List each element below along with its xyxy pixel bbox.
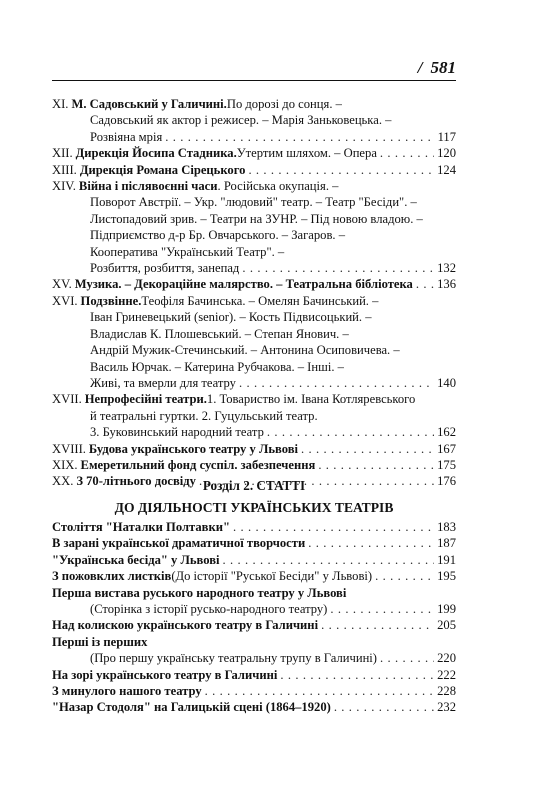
toc-entry [52,129,456,145]
toc-entry-subtitle: Утертим шляхом. – Опера [236,146,377,161]
table-of-contents-part-1 [52,96,456,490]
toc-entry-title: Війна і післявоєнні часи [78,179,218,194]
toc-entry [52,585,456,601]
toc-entry [52,552,456,568]
toc-page-number: 136 [437,277,456,292]
subsection-title: ДО ДІЯЛЬНОСТІ УКРАЇНСЬКИХ ТЕАТРІВ [114,500,394,515]
toc-entry-continuation: Владислав К. Плошевський. – Степан Янович. – [90,326,349,341]
toc-entry [52,441,456,457]
dot-leader [233,519,434,535]
toc-entry [52,211,456,227]
toc-entry-number: XIV. [52,179,76,194]
dot-leader [301,441,434,457]
toc-entry-title: "Назар Стодоля" на Галицькій сцені (1864–1920) [52,700,331,715]
toc-page-number: 140 [437,375,456,390]
toc-entry [52,568,456,584]
toc-entry [52,260,456,276]
toc-page-number: 195 [437,569,456,584]
toc-entry-continuation: (Про першу українську театральну трупу в Галичині) [90,651,377,666]
dot-leader [205,683,434,699]
toc-entry-title: "Українська бесіда" у Львові [52,552,220,567]
dot-leader [330,601,434,617]
toc-entry-title: Непрофесійні театри. [84,392,207,407]
toc-entry [52,617,456,633]
toc-page-number: 120 [437,146,456,161]
toc-entry-title: Музика. – Декораційне малярство. – Театральна бібліотека [74,277,413,292]
toc-page-number: 132 [437,261,456,276]
toc-page-number: 175 [437,457,456,472]
toc-entry-title: Будова українського театру у Львові [88,441,298,456]
toc-entry [52,112,456,128]
toc-entry [52,96,456,112]
dot-leader [375,568,434,584]
page-number [404,58,456,78]
toc-entry [52,276,456,292]
dot-leader [267,424,434,440]
toc-entry-subtitle: Теофіля Бачинська. – Омелян Бачинський. – [141,293,379,308]
dot-leader [380,650,434,666]
toc-page-number: 167 [437,441,456,456]
header-slash: / [417,58,423,77]
toc-entry [52,634,456,650]
toc-entry-title: На зорі українського театру в Галичині [52,667,278,682]
toc-entry-continuation: Андрій Мужик-Стечинський. – Антонина Осиповичева. – [90,343,400,358]
toc-entry [52,391,456,407]
toc-entry-title: З пожовклих листків [52,569,172,584]
dot-leader [308,535,434,551]
toc-entry [52,375,456,391]
toc-entry-number: XX. [52,474,74,489]
dot-leader [321,617,434,633]
toc-entry-continuation: 3. Буковинський народний театр [90,425,264,440]
toc-entry-title: З 70-літнього досвіду [76,474,196,489]
toc-page-number: 205 [437,618,456,633]
toc-entry [52,194,456,210]
section-title: Розділ 2. СТАТТІ [202,478,306,493]
toc-entry [52,683,456,699]
toc-entry-title: В зарані української драматичної творчости [52,536,306,551]
toc-entry [52,535,456,551]
dot-leader [248,162,434,178]
toc-entry-continuation: Садовський як актор і режисер. – Марія Заньковецька. – [90,113,392,128]
toc-entry [52,309,456,325]
toc-entry-title: Дирекція Романа Сірецького [79,162,246,177]
toc-entry-number: XII. [52,146,73,161]
toc-page-number: 220 [437,651,456,666]
toc-entry [52,244,456,260]
toc-entry-continuation: Розвіяна мрія [90,129,163,144]
toc-entry-number: XIX. [52,457,78,472]
toc-entry-number: XIII. [52,162,77,177]
dot-leader [242,260,434,276]
dot-leader [239,375,434,391]
table-of-contents-part-2 [52,519,456,716]
toc-entry-title: М. Садовський у Галичині. [71,97,227,111]
toc-entry [52,359,456,375]
toc-page-number: 228 [437,684,456,699]
toc-page-number: 117 [437,129,456,144]
toc-entry-continuation: (Сторінка з історії русько-народного театру) [90,602,328,617]
toc-entry-continuation: Підприємство д-р Бр. Овчарського. – Загаров. – [90,228,345,243]
toc-entry-continuation: Розбиття, розбиття, занепад [90,261,240,276]
toc-entry [52,667,456,683]
toc-entry-number: XVII. [52,392,82,407]
toc-entry-subtitle: (До історії "Руської Бесіди" у Львові) [171,569,373,584]
toc-page-number: 191 [437,552,456,567]
toc-entry-continuation: Василь Юрчак. – Катерина Рубчакова. – Інші. – [90,359,344,374]
toc-entry-continuation: Живі, та вмерли для театру [90,375,236,390]
toc-entry-title: Перша вистава руського народного театру у Львові [52,585,347,600]
toc-entry-number: XV. [52,277,72,292]
toc-entry [52,162,456,178]
toc-page-number: 199 [437,602,456,617]
dot-leader [416,276,434,292]
toc-entry-continuation: Кооператива "Український Театр". – [90,244,285,259]
toc-entry [52,699,456,715]
toc-entry-continuation: Іван Гриневецький (senior). – Кость Підвисоцький. – [90,310,372,325]
toc-entry-title: Емеретильний фонд суспіл. забезпечення [80,457,316,472]
toc-page-number: 124 [437,162,456,177]
toc-entry-subtitle: 1. Товариство ім. Івана Котляревського [206,392,416,407]
toc-entry [52,408,456,424]
toc-entry [52,424,456,440]
toc-entry-title: Перші із перших [52,634,148,649]
toc-entry-continuation: й театральні гуртки. 2. Гуцульський театр. [90,408,318,423]
toc-entry-number: XVI. [52,293,78,308]
toc-entry-subtitle: . Російська окупація. – [217,179,339,194]
toc-page-number: 187 [437,536,456,551]
page-number-value: 581 [430,58,456,77]
dot-leader [318,457,434,473]
toc-entry [52,457,456,473]
toc-page-number: 162 [437,425,456,440]
toc-page-number: 183 [437,520,456,534]
toc-entry [52,601,456,617]
toc-entry [52,519,456,535]
toc-entry-number: XI. [52,97,69,111]
toc-entry [52,178,456,194]
toc-page-number: 222 [437,667,456,682]
dot-leader [380,145,434,161]
toc-entry-subtitle: По дорозі до сонця. – [226,97,342,111]
toc-page-number: 232 [437,700,456,715]
toc-entry-title: Над колискою українського театру в Галичині [52,618,319,633]
toc-entry [52,227,456,243]
dot-leader [165,129,434,145]
toc-entry-title: Століття "Наталки Полтавки" [52,520,230,534]
toc-entry [52,145,456,161]
toc-entry-title: Подзвінне. [80,293,142,308]
toc-entry [52,293,456,309]
dot-leader [280,667,434,683]
toc-entry-continuation: Поворот Австрії. – Укр. "людовий" театр. – Театр "Бесіди". – [90,195,417,210]
toc-entry-continuation: Листопадовий зрив. – Театри на ЗУНР. – Під новою владою. – [90,211,423,226]
dot-leader [334,699,434,715]
toc-page-number: 176 [437,474,456,489]
header-rule [52,80,456,81]
dot-leader [223,552,435,568]
toc-entry [52,342,456,358]
toc-entry [52,650,456,666]
toc-entry-number: XVIII. [52,441,86,456]
toc-entry-title: Дирекція Йосипа Стадника. [75,146,237,161]
toc-entry [52,326,456,342]
toc-entry-title: З минулого нашого театру [52,684,202,699]
